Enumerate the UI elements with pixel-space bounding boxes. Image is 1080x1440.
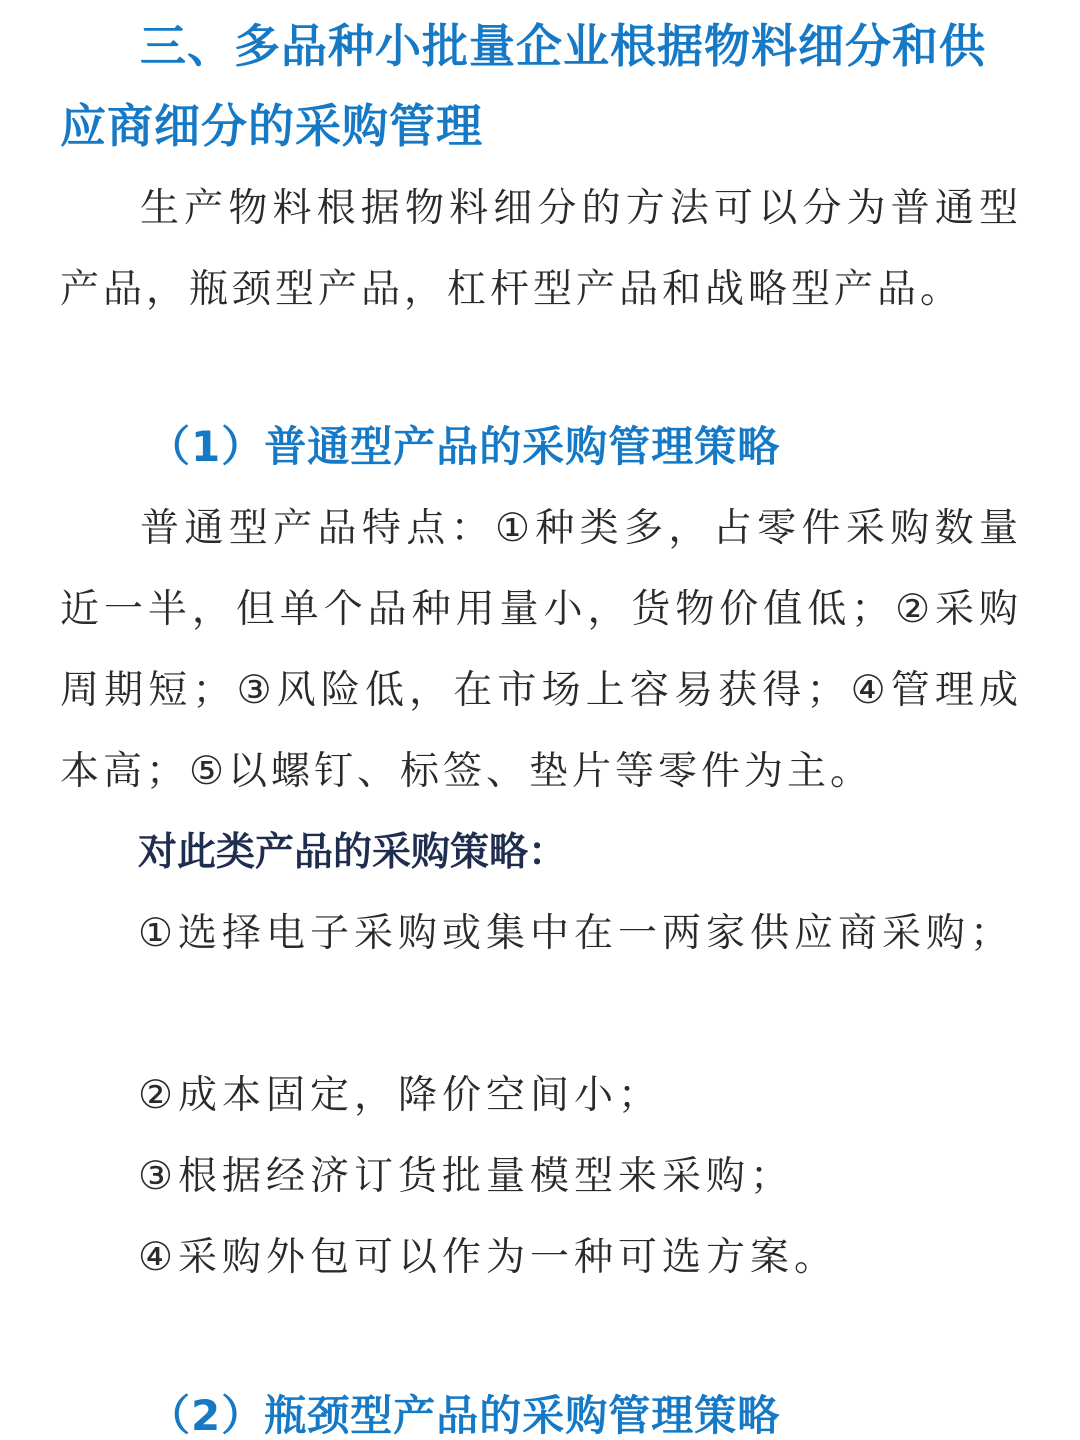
part2-heading: （2）瓶颈型产品的采购管理策略	[148, 1391, 781, 1440]
intro-paragraph: 生产物料根据物料细分的方法可以分为普通型产品，瓶颈型产品，杠杆型产品和战略型产品。	[60, 186, 1022, 312]
part1-features-paragraph: 普通型产品特点：①种类多，占零件采购数量近一半，但单个品种用量小，货物价值低；②采购周期短；③风险低，在市场上容易获得；④管理成本高；⑤以螺钉、标签、垫片等零件为主。	[60, 506, 1022, 794]
section-title: 三、多品种小批量企业根据物料细分和供应商细分的采购管理	[60, 19, 986, 153]
strategy-item-2: ②成本固定，降价空间小；	[138, 1073, 662, 1118]
strategy-item-1: ①选择电子采购或集中在一两家供应商采购；	[138, 911, 1014, 956]
part1-heading: （1）普通型产品的采购管理策略	[148, 422, 781, 471]
strategy-item-4: ④采购外包可以作为一种可选方案。	[138, 1235, 838, 1280]
part1-strategy-title: 对此类产品的采购策略：	[138, 830, 568, 875]
strategy-item-3: ③根据经济订货批量模型来采购；	[138, 1154, 794, 1199]
